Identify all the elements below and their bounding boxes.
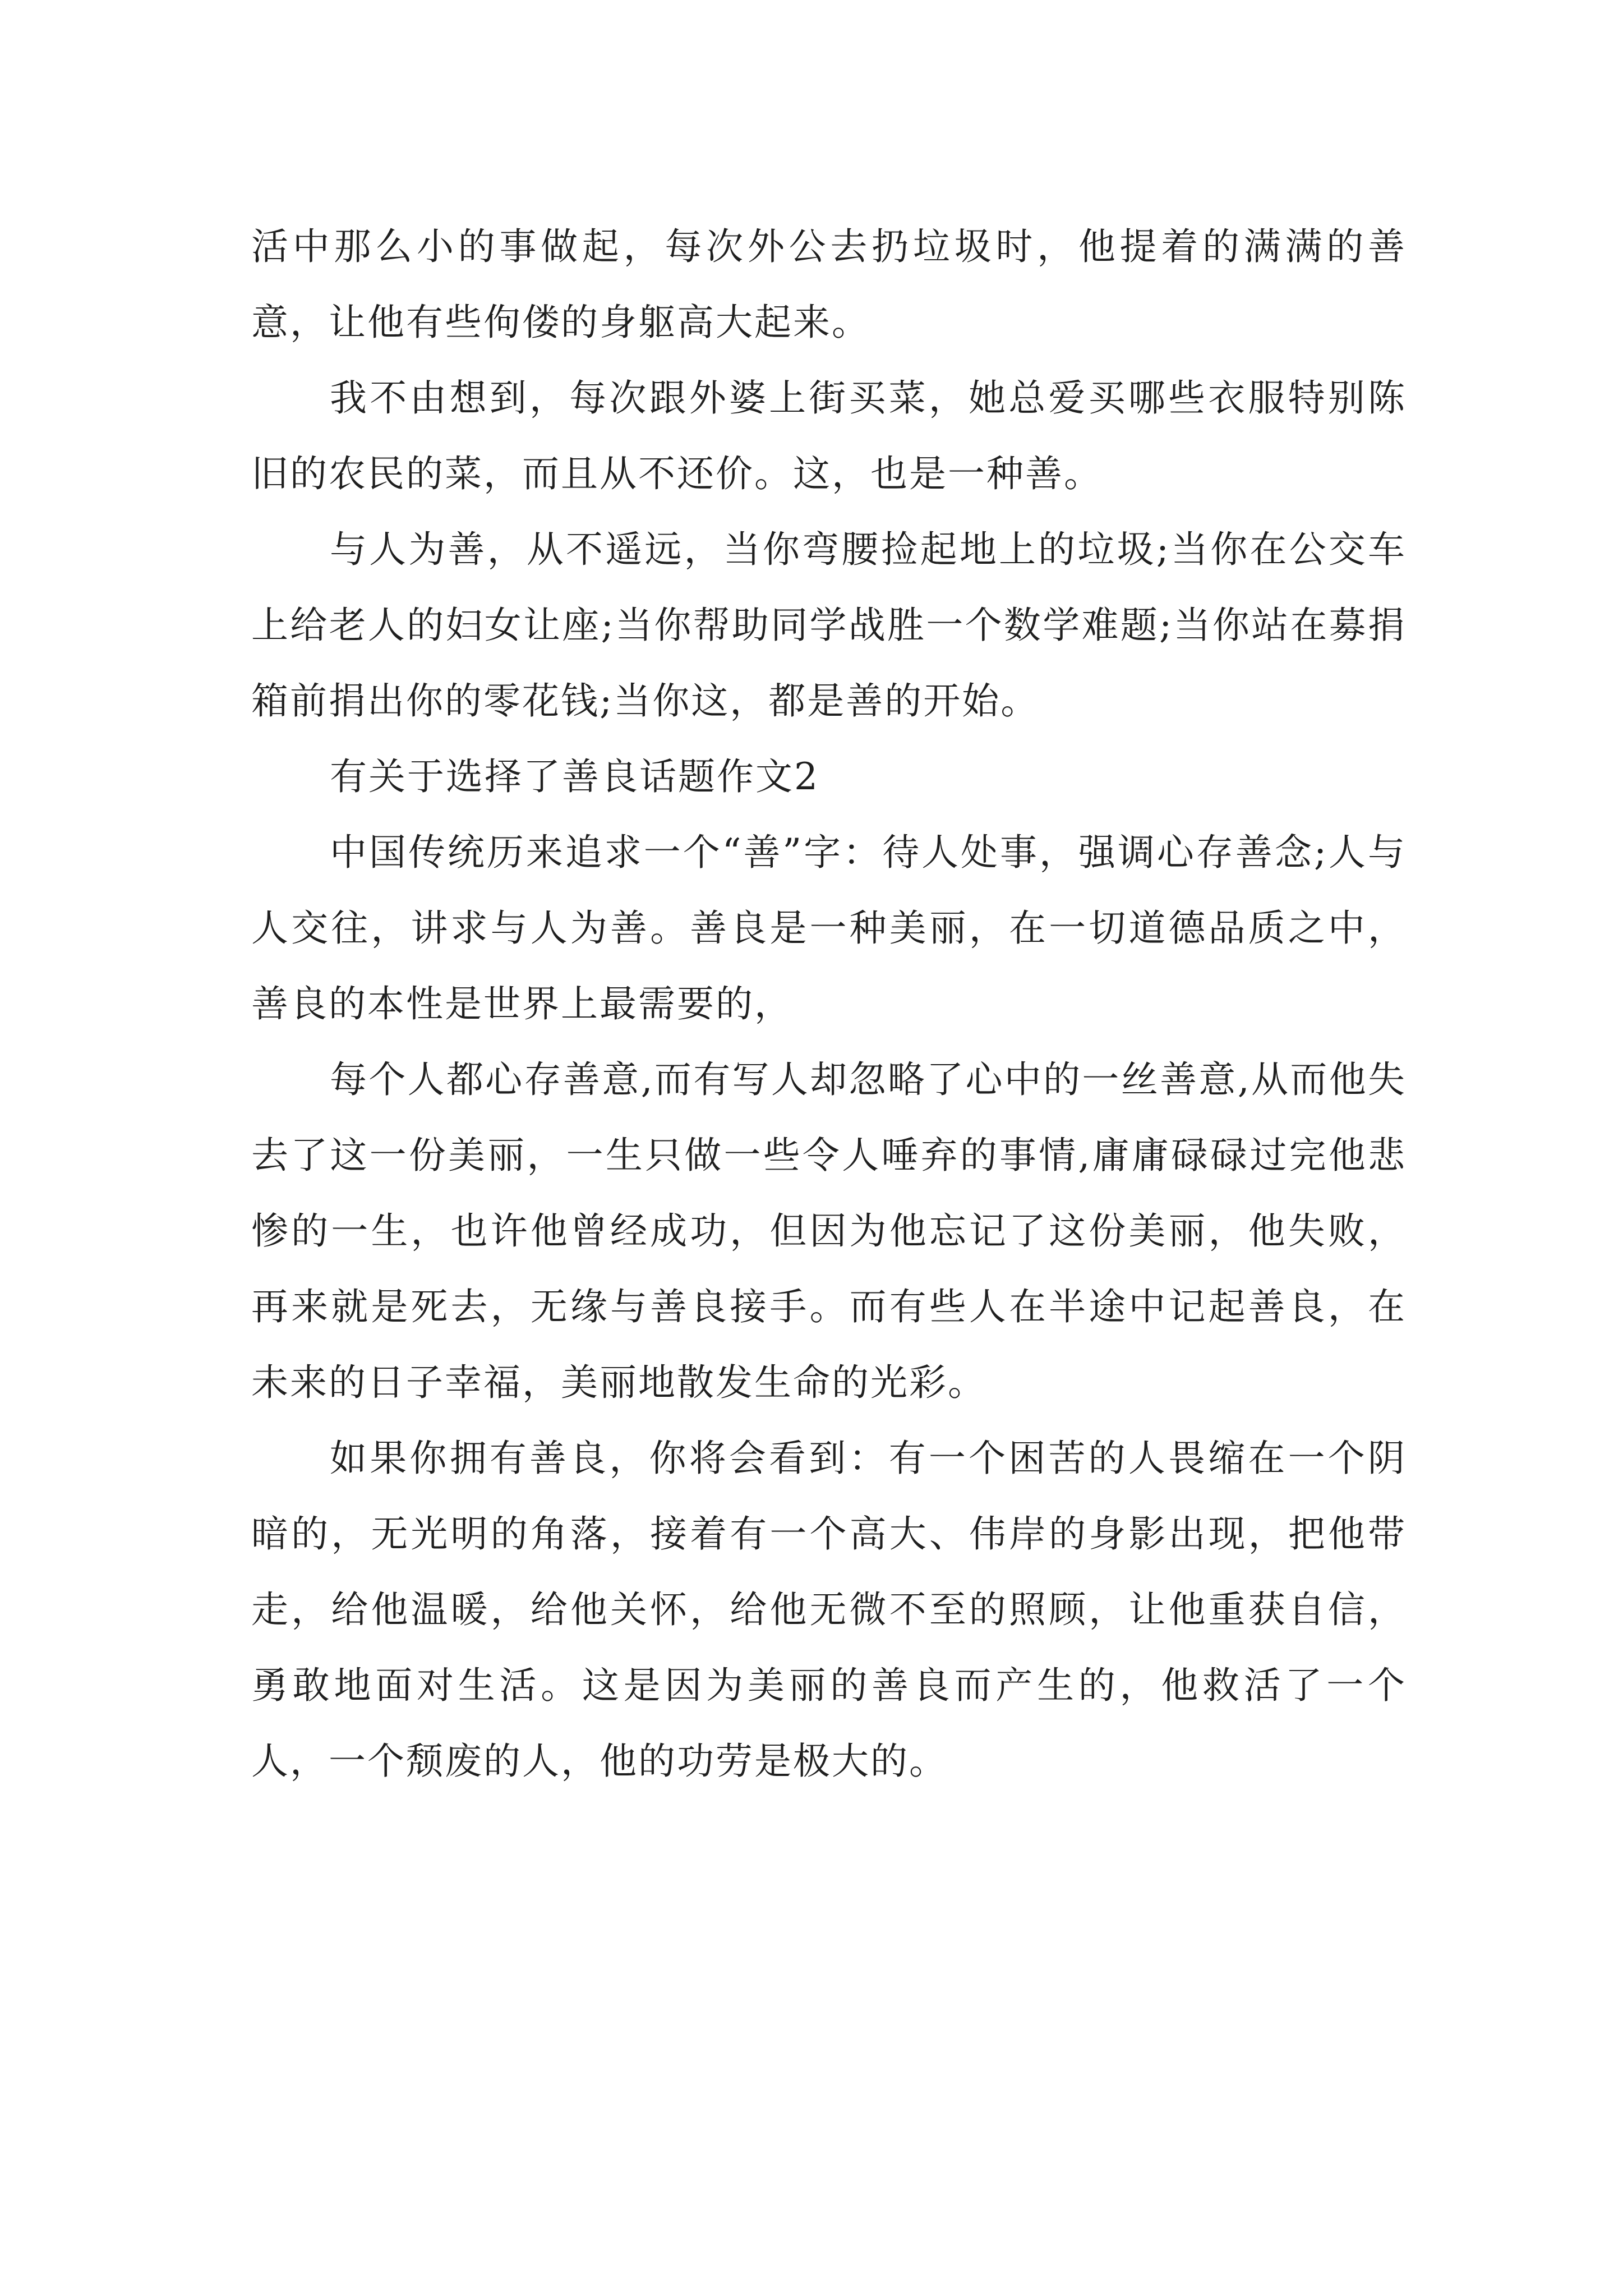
paragraph-5: 每个人都心存善意,而有写人却忽略了心中的一丝善意,从而他失去了这一份美丽，一生只做一些令人唾弃的事情,庸庸碌碌过完他悲惨的一生，也许他曾经成功，但因为他忘记了这份美丽，他失败，再来就是死去，无缘与善良接手。而有些人在半途中记起善良，在未来的日子幸福，美丽地散发生命的光彩。 [251,1058,1407,1404]
paragraph-1: 活中那么小的事做起，每次外公去扔垃圾时，他提着的满满的善意，让他有些佝偻的身躯高大起来。 [251,225,1407,344]
paragraph-6: 如果你拥有善良，你将会看到：有一个困苦的人畏缩在一个阴暗的，无光明的角落，接着有一个高大、伟岸的身影出现，把他带走，给他温暖，给他关怀，给他无微不至的照顾，让他重获自信，勇敢地面对生活。这是因为美丽的善良而产生的，他救活了一个人，一个颓废的人，他的功劳是极大的。 [251,1437,1407,1783]
paragraph-3: 与人为善，从不遥远，当你弯腰捡起地上的垃圾;当你在公交车上给老人的妇女让座;当你帮助同学战胜一个数学难题;当你站在募捐箱前捐出你的零花钱;当你这，都是善的开始。 [251,528,1407,723]
section-heading: 有关于选择了善良话题作文2 [330,755,819,798]
paragraph-4: 中国传统历来追求一个“善”字：待人处事，强调心存善念;人与人交往，讲求与人为善。善良是一种美丽，在一切道德品质之中，善良的本性是世界上最需要的， [251,831,1407,1025]
document-body [251,209,1407,1799]
paragraph-2: 我不由想到，每次跟外婆上街买菜，她总爱买哪些衣服特别陈旧的农民的菜，而且从不还价。这，也是一种善。 [251,376,1407,495]
